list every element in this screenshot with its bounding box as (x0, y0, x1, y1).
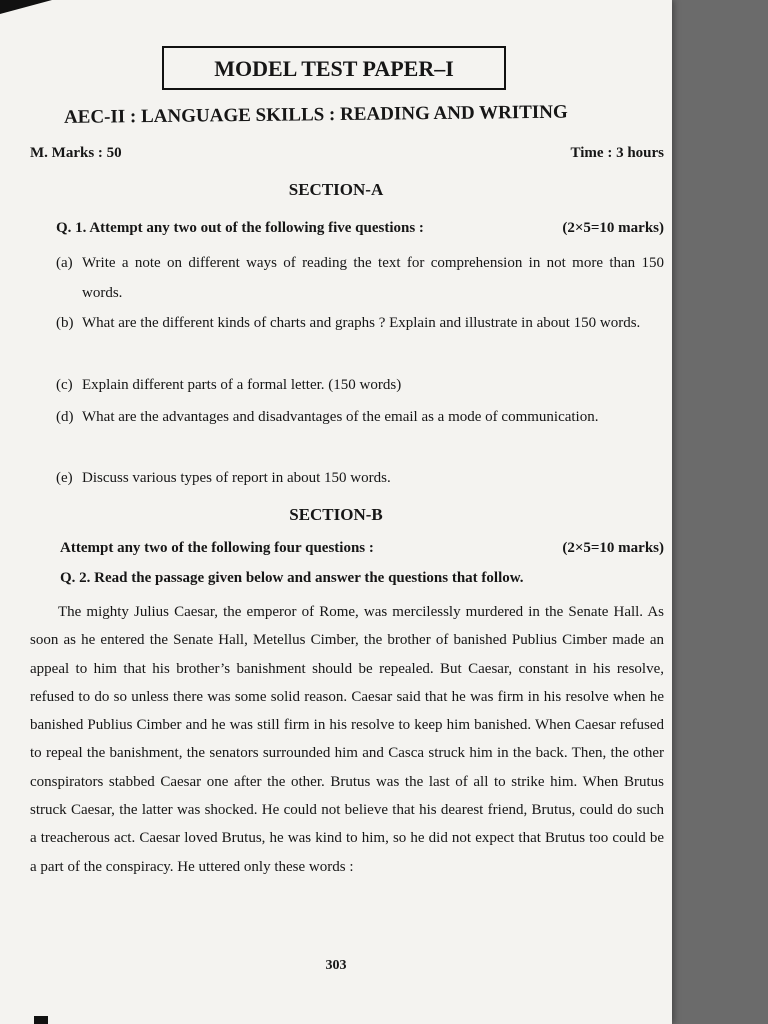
page-corner-mark (34, 1016, 48, 1024)
section-b-marks: (2×5=10 marks) (562, 540, 664, 556)
item-text: What are the different kinds of charts and graphs ? Explain and illustrate in about 150 words. (82, 315, 641, 331)
item-text: Write a note on different ways of reading the text for comprehension in not more than 150 words. (82, 255, 664, 301)
max-marks: M. Marks : 50 (30, 145, 122, 161)
passage-text: The mighty Julius Caesar, the emperor of Rome, was mercilessly murdered in the Senate Hall. As soon as he entered the Senate Hall, Metellus Cimber, the brother of banished Publius Cimber made an appeal to him that his brother’s banishment should be repealed. But Caesar, constant in his resolve, refused to do so unless there was some solid reason. Caesar said that he was firm in his resolve when he banished Publius Cimber and he was still firm in his resolve to keep him banished. When Caesar refused to repeal the banishment, the senators surrounded him and Casca struck him in the back. Then, the other conspirators stabbed Caesar one after the other. Brutus was the last of all to strike him. When Brutus struck Caesar, the latter was shocked. He could not believe that his dearest friend, Brutus, could do such a treacherous act. Caesar loved Brutus, he was kind to him, so he did not expect that Brutus too could be a part of the conspiracy. He uttered only these words : (30, 604, 664, 875)
page-title: MODEL TEST PAPER–I (162, 46, 506, 90)
paper-subtitle: AEC-II : LANGUAGE SKILLS : READING AND WRITING (63, 101, 568, 128)
item-label: (b) (56, 315, 74, 331)
question-2-text: Q. 2. Read the passage given below and answer the questions that follow. (60, 570, 524, 586)
item-label: (d) (56, 409, 74, 425)
page-corner-shadow (0, 0, 52, 14)
question-item-e (56, 463, 664, 493)
marks-time-row (30, 145, 664, 162)
item-label: (e) (56, 470, 73, 486)
section-b-instruction: Attempt any two of the following four questions : (60, 540, 374, 556)
question-item-c (56, 370, 664, 400)
page-number: 303 (325, 958, 347, 973)
item-text: Explain different parts of a formal letter. (150 words) (82, 377, 402, 393)
question-1-header (56, 220, 664, 237)
question-item-a (56, 248, 664, 308)
time-allowed: Time : 3 hours (570, 145, 664, 161)
question-2-header (60, 570, 664, 587)
item-label: (a) (56, 255, 73, 271)
question-item-b (56, 308, 664, 338)
section-a-heading: SECTION-A (288, 180, 384, 199)
question-1-marks: (2×5=10 marks) (562, 220, 664, 236)
question-1-text: Q. 1. Attempt any two out of the following five questions : (56, 220, 424, 236)
section-b-heading: SECTION-B (289, 505, 383, 524)
item-label: (c) (56, 377, 73, 393)
question-item-d (56, 402, 664, 432)
section-b-instruction-row (60, 540, 664, 557)
item-text: Discuss various types of report in about 150 words. (82, 470, 391, 486)
reading-passage (30, 598, 664, 881)
item-text: What are the advantages and disadvantages of the email as a mode of communication. (82, 409, 599, 425)
